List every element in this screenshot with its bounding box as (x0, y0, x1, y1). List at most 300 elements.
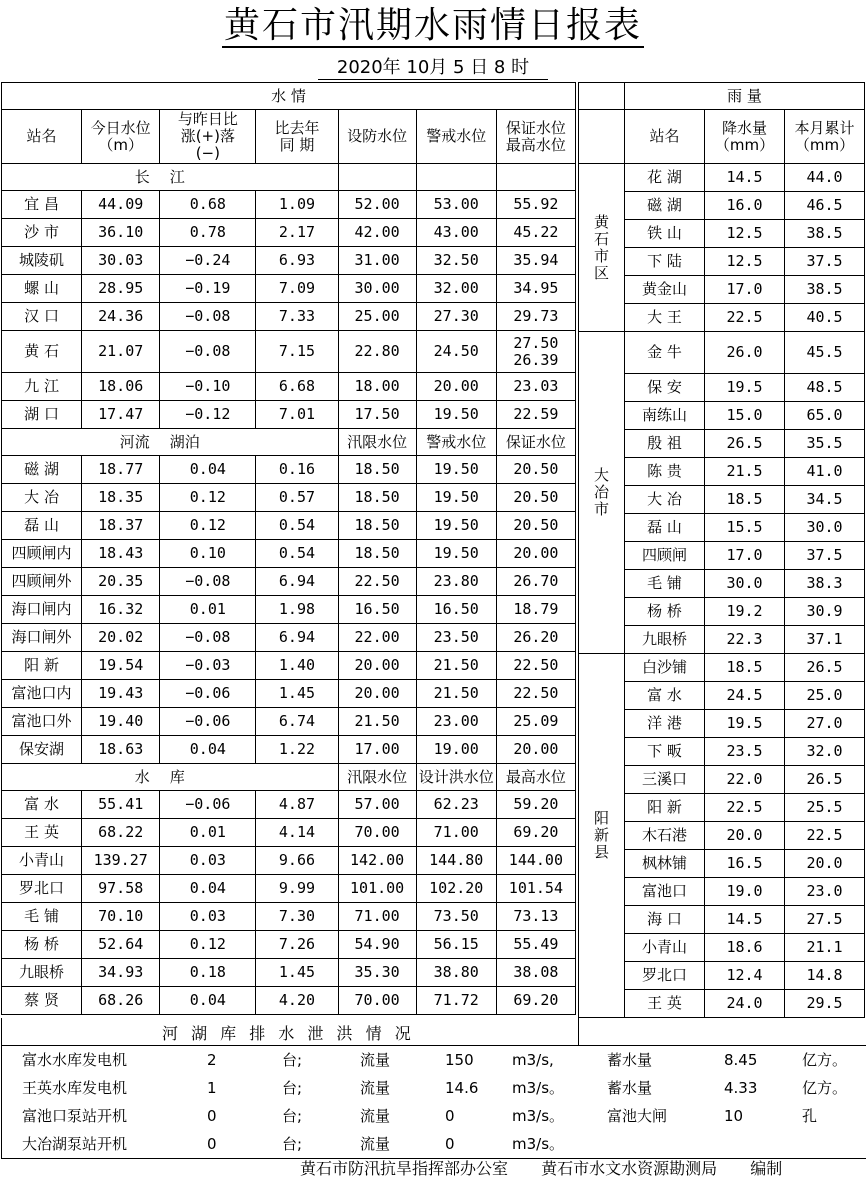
rain-station-name: 杨 桥 (625, 598, 705, 626)
water-value: 20.00 (496, 736, 575, 764)
water-value: 52.00 (338, 191, 416, 219)
water-value: 21.50 (338, 708, 416, 736)
rain-value: 17.0 (705, 542, 785, 570)
water-value: 1.22 (256, 736, 338, 764)
water-value: 6.74 (256, 708, 338, 736)
drainage-count: 2 (207, 1051, 217, 1069)
water-value: −0.12 (160, 401, 256, 429)
rain-col-header: 站名 (625, 110, 705, 164)
water-value: 22.80 (338, 331, 416, 373)
drainage-flow-unit: m3/s。 (512, 1079, 565, 1097)
rain-value: 19.5 (705, 710, 785, 738)
water-value: 38.08 (496, 959, 575, 987)
drainage-extra-value: 10 (724, 1107, 744, 1125)
water-value: 71.00 (338, 903, 416, 931)
section-column-label (496, 164, 575, 191)
rain-value: 23.5 (705, 738, 785, 766)
drainage-extra-unit: 亿方。 (802, 1051, 848, 1069)
drainage-flow-unit: m3/s, (512, 1051, 554, 1069)
rain-header-group: 雨 量 (625, 83, 865, 110)
rain-value: 30.9 (785, 598, 865, 626)
water-station-row (2, 652, 576, 680)
water-value: 19.50 (416, 401, 496, 429)
water-station-row (2, 373, 576, 401)
water-value: 38.80 (416, 959, 496, 987)
water-value: 0.68 (160, 191, 256, 219)
rain-value: 24.5 (705, 682, 785, 710)
water-value: 0.01 (160, 819, 256, 847)
water-value: 2.17 (256, 219, 338, 247)
water-value: 0.12 (160, 484, 256, 512)
water-value: 20.02 (82, 624, 160, 652)
rain-station-name: 大 冶 (625, 486, 705, 514)
water-station-row (2, 275, 576, 303)
water-value: 36.10 (82, 219, 160, 247)
water-station-row (2, 736, 576, 764)
water-value: 29.73 (496, 303, 575, 331)
rain-value: 35.5 (785, 430, 865, 458)
water-value: 0.04 (160, 736, 256, 764)
water-value: 19.54 (82, 652, 160, 680)
rain-value: 44.0 (785, 164, 865, 192)
drainage-extra-label: 蓄水量 (607, 1051, 653, 1069)
water-value: 16.50 (416, 596, 496, 624)
water-value: 142.00 (338, 847, 416, 875)
drainage-flow: 150 (445, 1051, 474, 1069)
rain-station-name: 王 英 (625, 990, 705, 1018)
rain-value: 41.0 (785, 458, 865, 486)
rain-station-name: 殷 祖 (625, 430, 705, 458)
water-value: 20.00 (496, 540, 575, 568)
drainage-name: 大冶湖泵站开机 (22, 1135, 128, 1153)
water-value: 9.99 (256, 875, 338, 903)
water-value: −0.10 (160, 373, 256, 401)
rain-value: 18.5 (705, 486, 785, 514)
rain-value: 16.0 (705, 192, 785, 220)
rain-value: 14.5 (705, 906, 785, 934)
rain-station-name: 洋 港 (625, 710, 705, 738)
rain-value: 14.8 (785, 962, 865, 990)
water-value: 18.77 (82, 456, 160, 484)
rain-value: 15.0 (705, 402, 785, 430)
drainage-count: 0 (207, 1107, 217, 1125)
rain-station-name: 毛 铺 (625, 570, 705, 598)
water-value: 4.20 (256, 987, 338, 1015)
rain-station-name: 大 王 (625, 304, 705, 332)
water-value: −0.24 (160, 247, 256, 275)
water-value: 68.22 (82, 819, 160, 847)
water-value: 55.92 (496, 191, 575, 219)
drainage-count: 1 (207, 1079, 217, 1097)
drainage-section (1, 1018, 866, 1159)
rain-value: 27.0 (785, 710, 865, 738)
water-value: 0.12 (160, 512, 256, 540)
rain-station-name: 金 牛 (625, 332, 705, 374)
water-value: 26.70 (496, 568, 575, 596)
rain-value: 20.0 (785, 850, 865, 878)
rain-value: 26.5 (785, 766, 865, 794)
rain-station-name: 下 畈 (625, 738, 705, 766)
rain-station-name: 磊 山 (625, 514, 705, 542)
water-value: 18.50 (338, 512, 416, 540)
rain-value: 38.5 (785, 220, 865, 248)
water-value: 19.50 (416, 512, 496, 540)
water-value: 0.04 (160, 456, 256, 484)
water-value: 7.33 (256, 303, 338, 331)
water-value: 18.50 (338, 456, 416, 484)
rain-value: 37.5 (785, 542, 865, 570)
rain-value: 26.5 (785, 654, 865, 682)
report-title: 黄石市汛期水雨情日报表 (223, 5, 642, 46)
water-station-row (2, 987, 576, 1015)
water-station-row (2, 568, 576, 596)
footer-org-flood-office: 黄石市防汛抗旱指挥部办公室 (300, 1159, 509, 1178)
section-column-label: 汛限水位 (338, 764, 416, 791)
water-value: −0.03 (160, 652, 256, 680)
water-value: −0.06 (160, 680, 256, 708)
drainage-extra-label: 蓄水量 (607, 1079, 653, 1097)
rain-col-header: 本月累计 （mm） (785, 110, 865, 164)
rain-station-name: 海 口 (625, 906, 705, 934)
water-value: 68.26 (82, 987, 160, 1015)
water-value: −0.06 (160, 791, 256, 819)
water-station-row (2, 680, 576, 708)
section-column-label (338, 164, 416, 191)
rain-value: 22.5 (705, 304, 785, 332)
rain-station-name: 三溪口 (625, 766, 705, 794)
section-column-label: 最高水位 (496, 764, 575, 791)
station-name: 汉 口 (2, 303, 82, 331)
drainage-flow-label: 流量 (360, 1051, 391, 1069)
rain-value: 65.0 (785, 402, 865, 430)
rain-station-name: 花 湖 (625, 164, 705, 192)
water-value: 73.50 (416, 903, 496, 931)
water-value: 31.00 (338, 247, 416, 275)
drainage-extra-unit: 孔 (802, 1107, 818, 1125)
water-station-row (2, 331, 576, 373)
water-value: 0.12 (160, 931, 256, 959)
water-value: 20.00 (338, 680, 416, 708)
drainage-row (2, 1074, 866, 1102)
water-value: 0.03 (160, 847, 256, 875)
water-value: 17.50 (338, 401, 416, 429)
rain-value: 30.0 (785, 514, 865, 542)
rain-station-name: 下 陆 (625, 248, 705, 276)
station-name: 海口闸内 (2, 596, 82, 624)
station-name: 九 江 (2, 373, 82, 401)
water-value: 24.36 (82, 303, 160, 331)
drainage-extra-unit: 亿方。 (802, 1079, 848, 1097)
station-name: 小青山 (2, 847, 82, 875)
water-value: 23.50 (416, 624, 496, 652)
water-value: 0.57 (256, 484, 338, 512)
drainage-flow-label: 流量 (360, 1079, 391, 1097)
rain-value: 30.0 (705, 570, 785, 598)
drainage-name: 富池口泵站开机 (22, 1107, 128, 1125)
rain-station-row (579, 332, 865, 374)
water-value: 19.50 (416, 484, 496, 512)
water-value: 0.16 (256, 456, 338, 484)
water-value: 23.03 (496, 373, 575, 401)
station-name: 四顾闸内 (2, 540, 82, 568)
section-label-right: 库 (160, 764, 338, 791)
water-value: 42.00 (338, 219, 416, 247)
drainage-unit: 台; (282, 1135, 303, 1153)
water-station-row (2, 596, 576, 624)
water-value: 32.50 (416, 247, 496, 275)
water-value: 7.26 (256, 931, 338, 959)
section-column-label: 保证水位 (496, 429, 575, 456)
water-station-row (2, 484, 576, 512)
station-name: 富池口内 (2, 680, 82, 708)
water-value: 101.00 (338, 875, 416, 903)
water-value: 20.50 (496, 512, 575, 540)
rain-value: 22.0 (705, 766, 785, 794)
water-value: 21.07 (82, 331, 160, 373)
drainage-extra-label: 富池大闸 (607, 1107, 668, 1125)
water-value: 55.49 (496, 931, 575, 959)
drainage-flow-unit: m3/s。 (512, 1107, 565, 1125)
rain-value: 22.3 (705, 626, 785, 654)
water-value: 73.13 (496, 903, 575, 931)
station-name: 宜 昌 (2, 191, 82, 219)
water-header-group: 水 情 (2, 83, 576, 110)
water-value: 27.30 (416, 303, 496, 331)
station-name: 罗北口 (2, 875, 82, 903)
water-value: 27.50 26.39 (496, 331, 575, 373)
station-name: 磊 山 (2, 512, 82, 540)
rain-station-name: 木石港 (625, 822, 705, 850)
station-name: 杨 桥 (2, 931, 82, 959)
water-value: 144.00 (496, 847, 575, 875)
rain-value: 23.0 (785, 878, 865, 906)
water-value: 44.09 (82, 191, 160, 219)
rain-station-name: 磁 湖 (625, 192, 705, 220)
water-value: 32.00 (416, 275, 496, 303)
water-value: 52.64 (82, 931, 160, 959)
water-value: 45.22 (496, 219, 575, 247)
rain-col-header: 降水量 （mm） (705, 110, 785, 164)
section-label-left: 长 (2, 164, 160, 191)
water-station-row (2, 219, 576, 247)
rain-station-name: 四顾闸 (625, 542, 705, 570)
rain-station-name: 富 水 (625, 682, 705, 710)
water-value: −0.08 (160, 331, 256, 373)
water-value: 19.50 (416, 540, 496, 568)
rain-value: 34.5 (785, 486, 865, 514)
water-station-row (2, 624, 576, 652)
section-label-left: 河流 (2, 429, 160, 456)
water-value: 25.00 (338, 303, 416, 331)
rain-value: 38.5 (785, 276, 865, 304)
water-value: 54.90 (338, 931, 416, 959)
footer-org-hydrology-bureau: 黄石市水文水资源勘测局 (541, 1159, 718, 1178)
rain-value: 18.6 (705, 934, 785, 962)
rain-station-name: 白沙铺 (625, 654, 705, 682)
water-station-row (2, 708, 576, 736)
rain-value: 24.0 (705, 990, 785, 1018)
water-value: 102.20 (416, 875, 496, 903)
water-value: 1.98 (256, 596, 338, 624)
water-station-row (2, 819, 576, 847)
station-name: 王 英 (2, 819, 82, 847)
water-value: 23.80 (416, 568, 496, 596)
water-col-header: 与昨日比 涨(+)落 (−) (160, 110, 256, 164)
water-value: 7.09 (256, 275, 338, 303)
drainage-extra-value: 8.45 (724, 1051, 758, 1069)
water-value: 34.93 (82, 959, 160, 987)
water-value: 22.50 (338, 568, 416, 596)
rain-value: 12.4 (705, 962, 785, 990)
section-column-label: 警戒水位 (416, 429, 496, 456)
section-label-right: 江 (160, 164, 338, 191)
rain-station-row (579, 164, 865, 192)
water-value: 19.40 (82, 708, 160, 736)
rain-station-name: 保 安 (625, 374, 705, 402)
water-value: 20.50 (496, 484, 575, 512)
water-value: 17.00 (338, 736, 416, 764)
water-col-header: 今日水位 （m） (82, 110, 160, 164)
rain-value: 19.5 (705, 374, 785, 402)
drainage-name: 富水水库发电机 (22, 1051, 128, 1069)
water-value: 101.54 (496, 875, 575, 903)
water-value: 144.80 (416, 847, 496, 875)
drainage-row (2, 1102, 866, 1130)
water-value: 20.00 (338, 652, 416, 680)
water-value: 4.87 (256, 791, 338, 819)
water-value: 0.04 (160, 987, 256, 1015)
water-condition-table (1, 82, 576, 1015)
water-value: 0.04 (160, 875, 256, 903)
water-value: 20.35 (82, 568, 160, 596)
water-station-row (2, 512, 576, 540)
section-column-label (416, 164, 496, 191)
water-value: 4.14 (256, 819, 338, 847)
rain-station-name: 罗北口 (625, 962, 705, 990)
water-value: 71.00 (416, 819, 496, 847)
water-col-header: 保证水位 最高水位 (496, 110, 575, 164)
water-value: 18.50 (338, 540, 416, 568)
drainage-flow: 0 (445, 1135, 455, 1153)
drainage-row (2, 1130, 866, 1158)
rain-value: 46.5 (785, 192, 865, 220)
rain-value: 38.3 (785, 570, 865, 598)
water-value: −0.19 (160, 275, 256, 303)
drainage-title: 河 湖 库 排 水 泄 洪 情 况 (162, 1024, 415, 1043)
water-value: 0.03 (160, 903, 256, 931)
drainage-unit: 台; (282, 1051, 303, 1069)
drainage-unit: 台; (282, 1107, 303, 1125)
rain-value: 25.5 (785, 794, 865, 822)
water-value: 19.00 (416, 736, 496, 764)
water-value: 70.00 (338, 987, 416, 1015)
water-value: 70.00 (338, 819, 416, 847)
station-name: 海口闸外 (2, 624, 82, 652)
water-col-header: 站名 (2, 110, 82, 164)
rain-value: 19.0 (705, 878, 785, 906)
water-value: 18.06 (82, 373, 160, 401)
section-column-label: 设计洪水位 (416, 764, 496, 791)
water-value: 22.00 (338, 624, 416, 652)
water-value: 30.03 (82, 247, 160, 275)
rain-value: 21.5 (705, 458, 785, 486)
rain-station-name: 黄金山 (625, 276, 705, 304)
water-value: 62.23 (416, 791, 496, 819)
rain-value: 26.5 (705, 430, 785, 458)
water-value: 0.54 (256, 512, 338, 540)
water-value: 6.68 (256, 373, 338, 401)
station-name: 富 水 (2, 791, 82, 819)
rain-value: 45.5 (785, 332, 865, 374)
water-value: 22.50 (496, 680, 575, 708)
water-station-row (2, 847, 576, 875)
rain-value: 26.0 (705, 332, 785, 374)
rain-value: 27.5 (785, 906, 865, 934)
water-value: 1.45 (256, 680, 338, 708)
rain-value: 18.5 (705, 654, 785, 682)
section-column-label: 汛限水位 (338, 429, 416, 456)
rain-value: 22.5 (785, 822, 865, 850)
rain-value: 22.5 (705, 794, 785, 822)
water-value: −0.06 (160, 708, 256, 736)
water-station-row (2, 456, 576, 484)
station-name: 毛 铺 (2, 903, 82, 931)
rain-station-name: 阳 新 (625, 794, 705, 822)
water-value: 18.35 (82, 484, 160, 512)
drainage-flow: 0 (445, 1107, 455, 1125)
water-value: 71.72 (416, 987, 496, 1015)
water-value: 26.20 (496, 624, 575, 652)
rain-value: 12.5 (705, 220, 785, 248)
drainage-count: 0 (207, 1135, 217, 1153)
drainage-flow: 14.6 (445, 1079, 479, 1097)
water-station-row (2, 303, 576, 331)
drainage-flow-label: 流量 (360, 1135, 391, 1153)
water-value: 0.54 (256, 540, 338, 568)
rain-station-name: 小青山 (625, 934, 705, 962)
rain-value: 19.2 (705, 598, 785, 626)
water-value: 59.20 (496, 791, 575, 819)
water-station-row (2, 247, 576, 275)
footer-suffix: 编制 (750, 1159, 783, 1178)
station-name: 四顾闸外 (2, 568, 82, 596)
station-name: 富池口外 (2, 708, 82, 736)
water-value: 69.20 (496, 819, 575, 847)
rain-value: 12.5 (705, 248, 785, 276)
water-value: 16.32 (82, 596, 160, 624)
station-name: 九眼桥 (2, 959, 82, 987)
water-value: 7.01 (256, 401, 338, 429)
water-value: 18.63 (82, 736, 160, 764)
rain-station-name: 九眼桥 (625, 626, 705, 654)
water-value: 53.00 (416, 191, 496, 219)
water-value: 70.10 (82, 903, 160, 931)
water-value: 17.47 (82, 401, 160, 429)
water-station-row (2, 875, 576, 903)
rain-station-name: 陈 贵 (625, 458, 705, 486)
water-value: 23.00 (416, 708, 496, 736)
water-station-row (2, 791, 576, 819)
station-name: 保安湖 (2, 736, 82, 764)
footer-credit (300, 1158, 810, 1180)
water-value: 21.50 (416, 680, 496, 708)
section-label-right: 湖泊 (160, 429, 338, 456)
water-station-row (2, 959, 576, 987)
rain-value: 40.5 (785, 304, 865, 332)
water-value: 25.09 (496, 708, 575, 736)
report-date: 2020年 10月 5 日 8 时 (0, 57, 866, 80)
water-value: 34.95 (496, 275, 575, 303)
